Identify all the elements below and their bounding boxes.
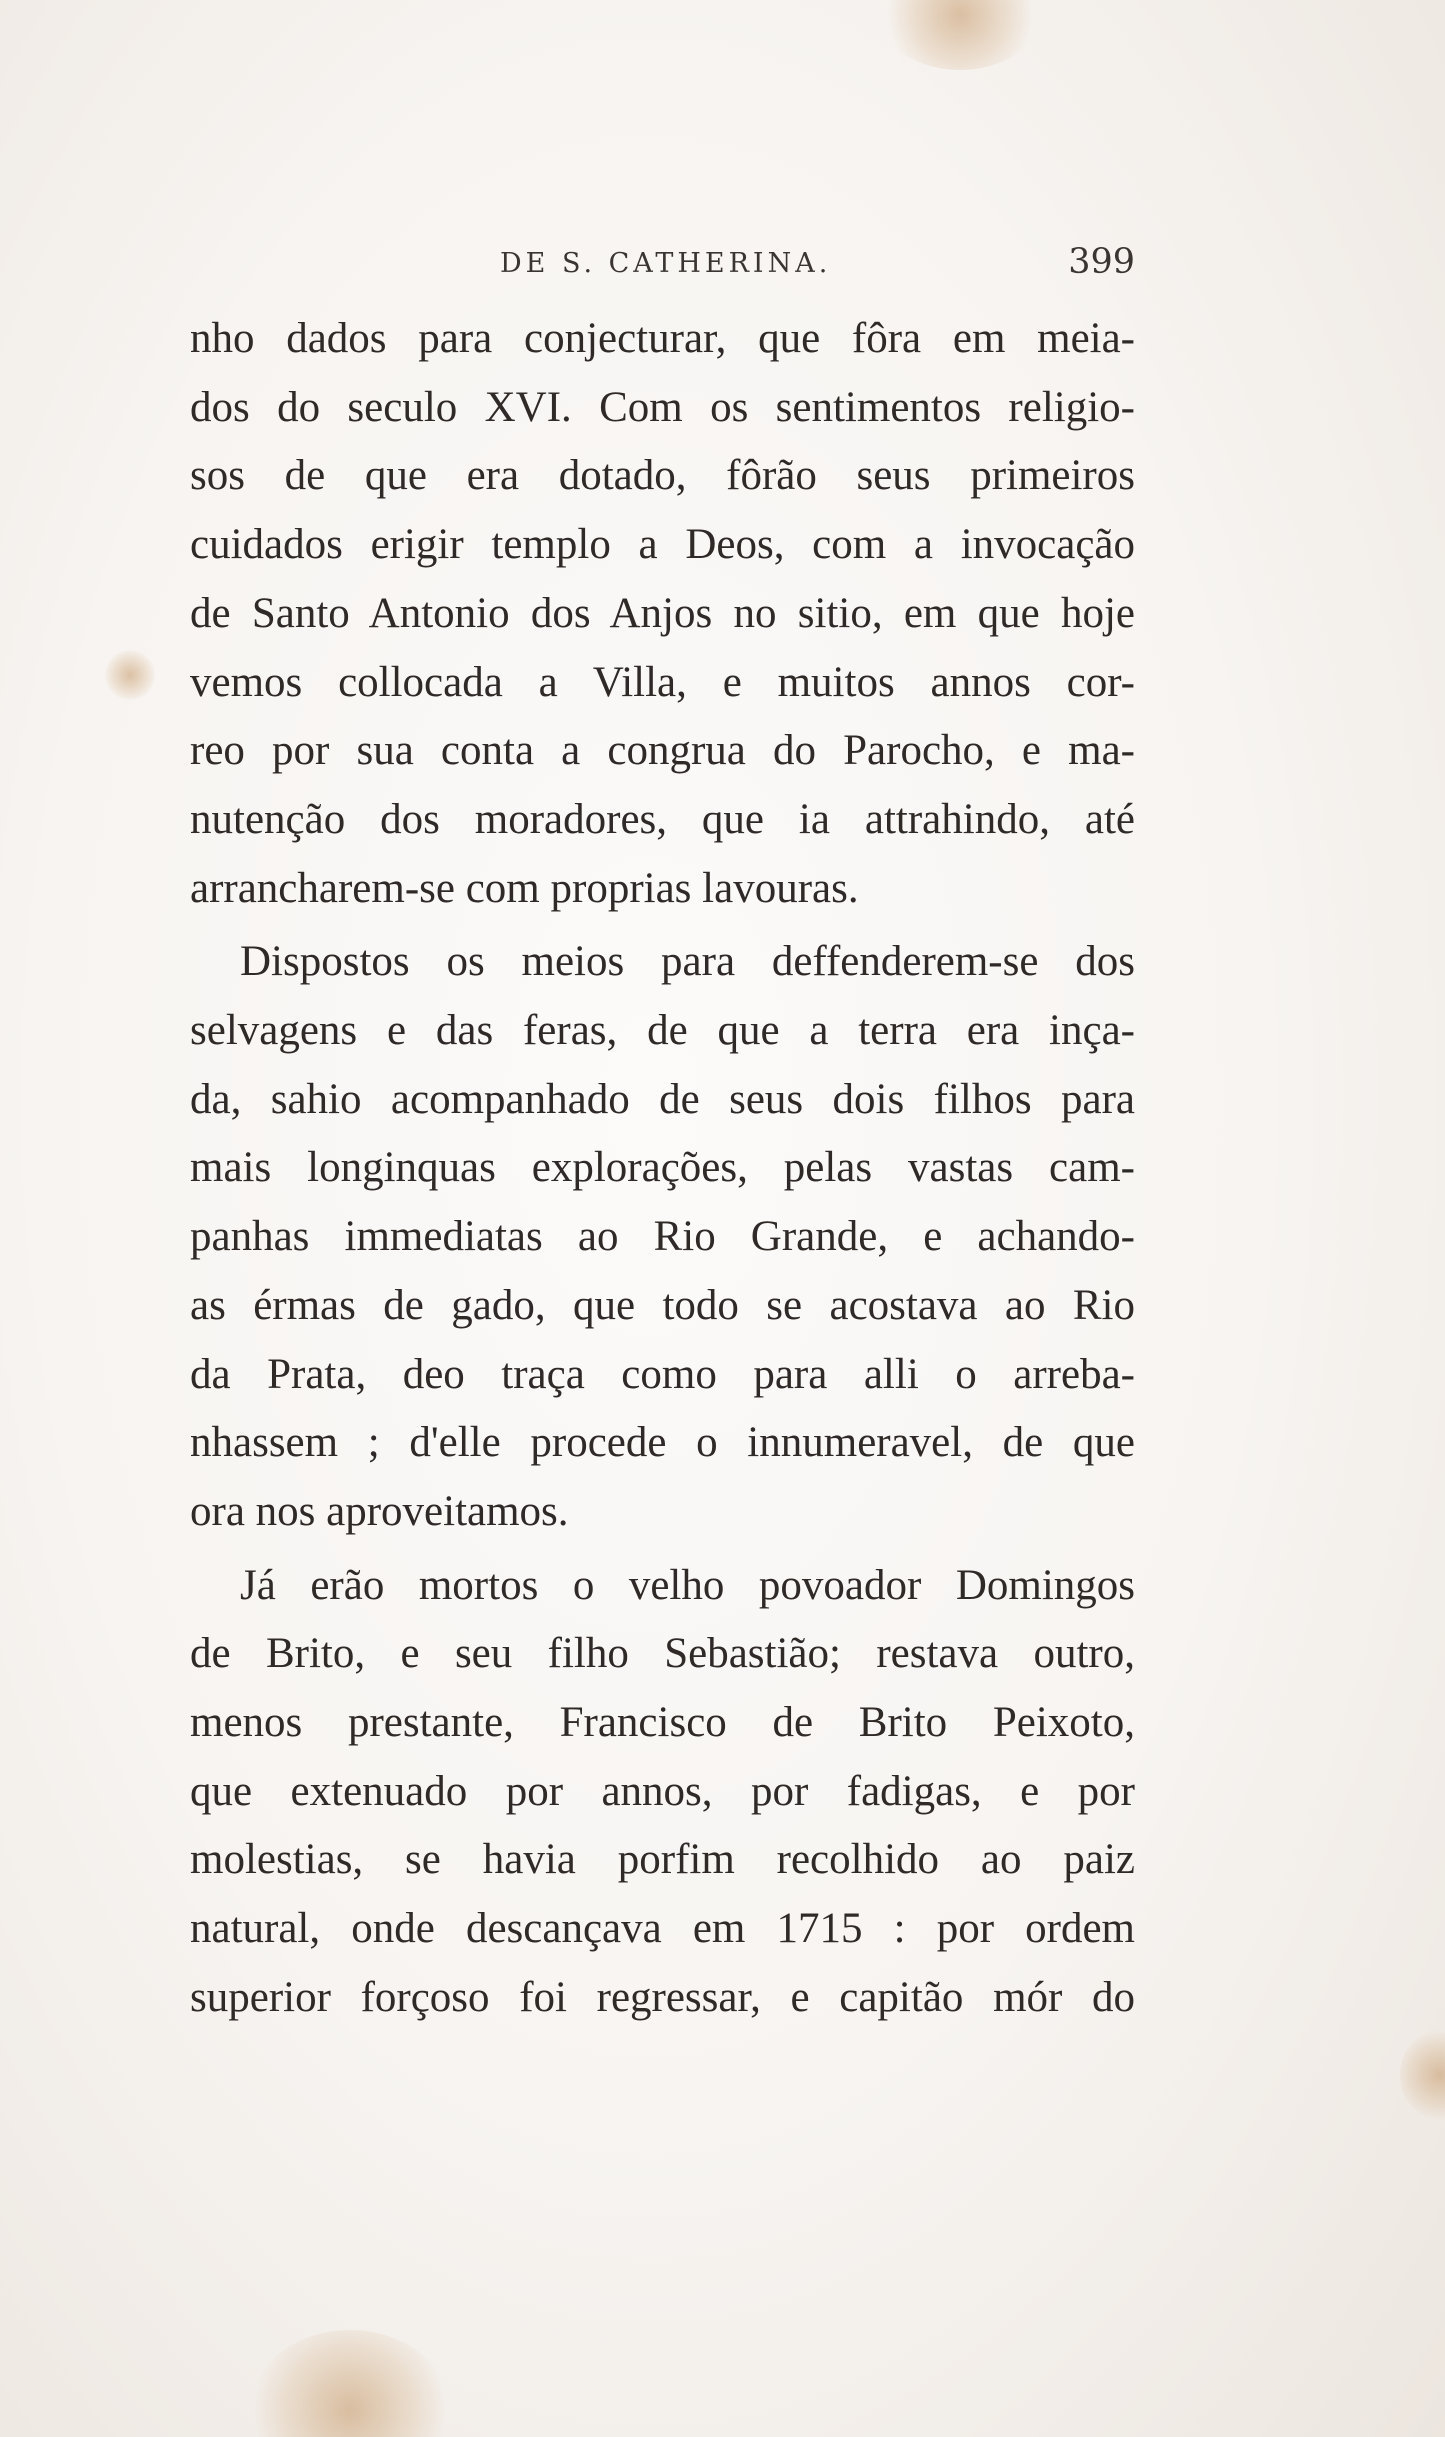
paragraph-2 bbox=[190, 928, 1135, 1546]
text-line: superior forçoso foi regressar, e capitão mór do bbox=[190, 1973, 1135, 2021]
running-head-title: DE S. CATHERINA. bbox=[500, 248, 832, 279]
text-line: selvagens e das feras, de que a terra era inça- bbox=[190, 1007, 1135, 1055]
text-line: menos prestante, Francisco de Brito Peixoto, bbox=[190, 1699, 1135, 1747]
text-line: de Santo Antonio dos Anjos no sitio, em que hoje bbox=[190, 589, 1135, 637]
paragraph-1 bbox=[190, 305, 1135, 923]
text-line: ora nos aproveitamos. bbox=[190, 1487, 569, 1535]
text-line: reo por sua conta a congrua do Parocho, e ma- bbox=[190, 727, 1135, 775]
text-line: mais longinquas explorações, pelas vastas cam- bbox=[190, 1144, 1135, 1192]
text-line: sos de que era dotado, fôrão seus primeiros bbox=[190, 452, 1135, 500]
paragraph-3 bbox=[190, 1552, 1135, 2033]
text-line: nho dados para conjecturar, que fôra em meia- bbox=[190, 315, 1135, 362]
text-line: dos do seculo XVI. Com os sentimentos religio- bbox=[190, 383, 1135, 431]
text-line: arrancharem-se com proprias lavouras. bbox=[190, 864, 859, 912]
text-line: cuidados erigir templo a Deos, com a invocação bbox=[190, 521, 1135, 569]
text-line: da Prata, deo traça como para alli o arreba- bbox=[190, 1350, 1135, 1398]
text-line: natural, onde descançava em 1715 : por ordem bbox=[190, 1905, 1135, 1953]
body-text bbox=[190, 305, 1135, 2038]
foxing-stain-bottom bbox=[250, 2330, 450, 2437]
foxing-stain-right bbox=[1400, 2030, 1445, 2120]
text-line: nutenção dos moradores, que ia attrahindo, até bbox=[190, 795, 1135, 843]
text-line: Dispostos os meios para deffenderem-se dos bbox=[240, 938, 1135, 986]
text-line: vemos collocada a Villa, e muitos annos cor- bbox=[190, 658, 1135, 706]
running-head bbox=[190, 240, 1135, 290]
text-line: que extenuado por annos, por fadigas, e por bbox=[190, 1767, 1135, 1815]
text-line: nhassem ; d'elle procede o innumeravel, de que bbox=[190, 1419, 1135, 1467]
text-line: da, sahio acompanhado de seus dois filhos para bbox=[190, 1075, 1135, 1123]
foxing-stain-top bbox=[880, 0, 1040, 70]
text-line: molestias, se havia porfim recolhido ao paiz bbox=[190, 1836, 1135, 1884]
foxing-stain-left bbox=[105, 650, 155, 700]
text-line: as érmas de gado, que todo se acostava ao Rio bbox=[190, 1281, 1135, 1329]
text-line: Já erão mortos o velho povoador Domingos bbox=[240, 1561, 1135, 1609]
page-number: 399 bbox=[1068, 242, 1135, 282]
text-line: panhas immediatas ao Rio Grande, e achando- bbox=[190, 1213, 1135, 1261]
text-line: de Brito, e seu filho Sebastião; restava outro, bbox=[190, 1630, 1135, 1678]
